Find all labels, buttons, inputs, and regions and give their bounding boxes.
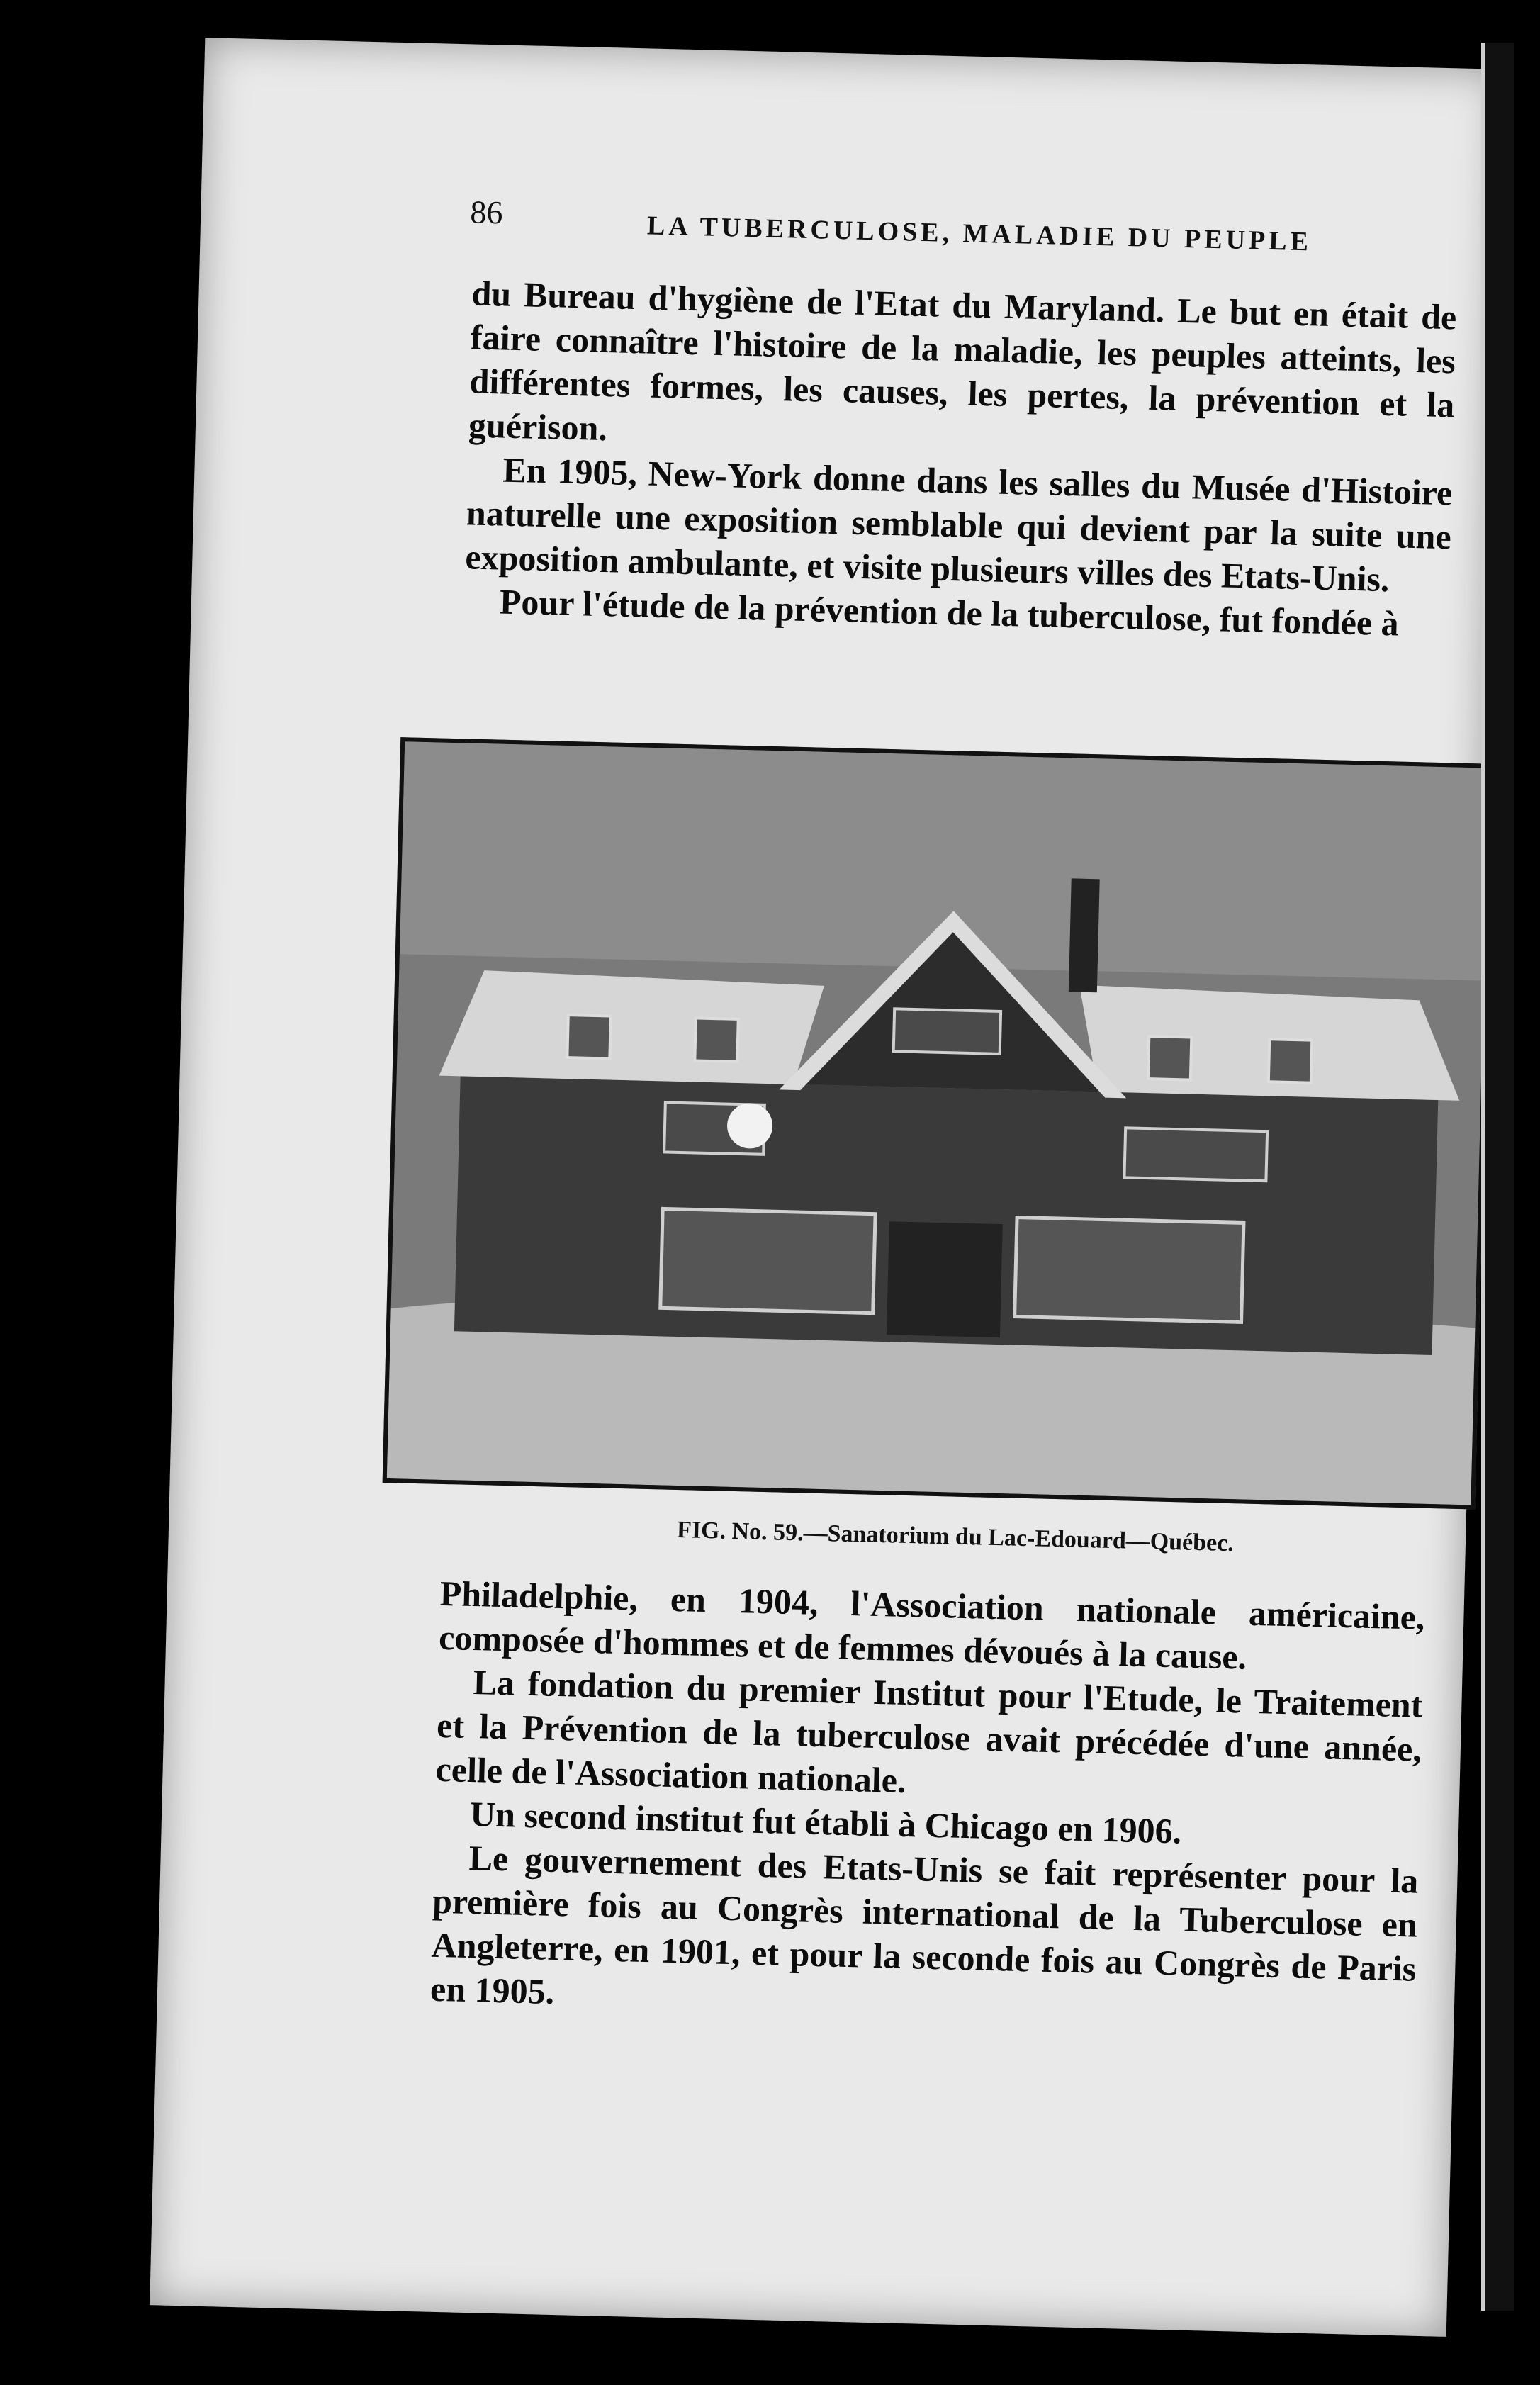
page-number: 86 bbox=[469, 193, 504, 231]
paragraph: Le gouvernement des Etats-Unis se fait représenter pour la première fois au Congrès international de la Tuberculose en Angleterre, en 1901, et pour la seconde fois au Congrès de Paris en 1905. bbox=[429, 1837, 1420, 2011]
paragraph: Un second institut fut établi à Chicago en 1906. bbox=[469, 1794, 1182, 1851]
paragraph: Pour l'étude de la prévention de la tuberculose, fut fondée à bbox=[499, 581, 1400, 644]
paragraph: Philadelphie, en 1904, l'Association nationale américaine, composée d'hommes et de femmes dévoués à la cause. bbox=[438, 1573, 1426, 1677]
paragraph: La fondation du premier Institut pour l'Etude, le Traitement et la Prévention de la tuberculose avait précédée d'une année, celle de l'Association nationale. bbox=[435, 1662, 1424, 1801]
body-text-top bbox=[463, 271, 1457, 646]
building-illustration bbox=[387, 741, 1489, 1505]
scanned-page bbox=[150, 38, 1502, 2337]
sanatorium-photo bbox=[383, 737, 1493, 1509]
paragraph: En 1905, New-York donne dans les salles du Musée d'Histoire naturelle une exposition semblable qui devient par la suite une exposition ambulante, et visite plusieurs villes des Etats-Unis. bbox=[464, 449, 1453, 600]
next-page-edge bbox=[1481, 43, 1514, 2311]
page-header bbox=[469, 193, 1391, 265]
running-title: LA TUBERCULOSE, MALADIE DU PEUPLE bbox=[646, 211, 1313, 257]
figure-caption: FIG. No. 59.—Sanatorium du Lac-Edouard—Québec. bbox=[676, 1517, 1235, 1557]
paragraph: du Bureau d'hygiène de l'Etat du Maryland. Le but en était de faire connaître l'histoire de la maladie, les peuples atteints, les différentes formes, les causes, les pertes, la prévention et la guérison. bbox=[468, 273, 1457, 449]
body-text-bottom bbox=[429, 1571, 1425, 2035]
